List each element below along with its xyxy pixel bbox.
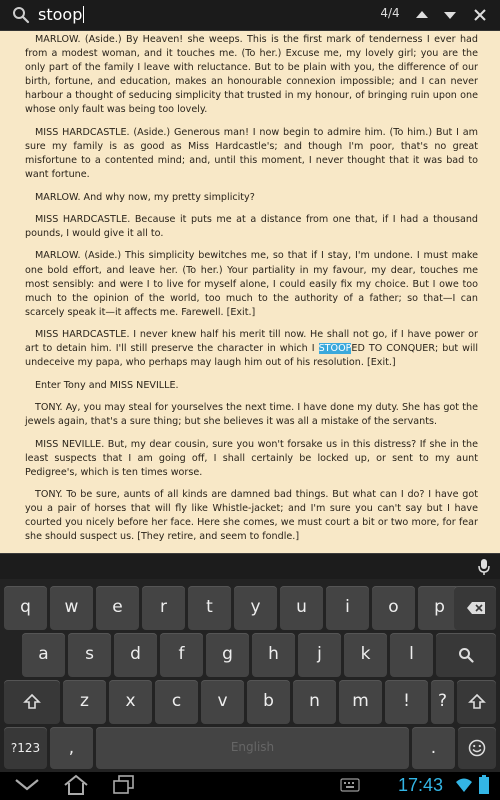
key-label: t — [206, 597, 213, 617]
search-query: stoop — [38, 5, 83, 24]
key-o[interactable] — [372, 586, 415, 630]
search-key[interactable] — [436, 633, 496, 677]
key-k[interactable] — [344, 633, 387, 677]
match-after: ED TO CONQUER; but will undeceive my papa, who perhaps may laugh him out of his resolution. [Exit.] — [25, 343, 478, 369]
key-i[interactable] — [326, 586, 369, 630]
paragraph: MARLOW. (Aside.) By Heaven! she weeps. This is the first mark of tenderness I ever had from a modest woman, and it touches me. (To her.) Excuse me, my lovely girl; you are the only part of the family I leave with reluctance. But to be plain with you, the difference of our birth, fortune, and education, makes an honourable connexion impossible; and I can never harbour a thought of seducing simplicity that trusted in my honour, of bringing ruin upon one whose only fault was being too lovely. — [25, 34, 478, 116]
key-label: i — [345, 597, 350, 617]
paragraph: TONY. To be sure, aunts of all kinds are damned bad things. But what can I do? I have got you a pair of horses that will fly like Whistle-jacket; and I'm sure you can't say but I have courted you nicely before her face. Here she comes, we must court a bit or two more, for fear she should suspect us. [They retire, and seem to fondle.] — [25, 489, 478, 543]
search-bar — [0, 0, 500, 31]
key-q[interactable] — [4, 586, 47, 630]
system-bar — [0, 772, 500, 800]
key-e[interactable] — [96, 586, 139, 630]
shift-icon — [23, 693, 41, 711]
key-z[interactable] — [63, 680, 106, 724]
space-key[interactable] — [96, 727, 409, 769]
match-before: MISS HARDCASTLE. I never knew half his merit till now. He shall not go, if I have power or art to detain him. I'll still preserve the character in which I — [25, 329, 478, 355]
clock: 17:43 — [398, 775, 444, 795]
suggestion-strip — [0, 553, 500, 579]
search-highlight: STOOP — [318, 343, 352, 355]
chevron-down-icon[interactable] — [440, 6, 460, 24]
key-label: . — [430, 738, 437, 758]
text-caret — [83, 6, 84, 23]
soft-keyboard — [0, 553, 500, 772]
key-label: y — [250, 597, 261, 617]
key-label: , — [68, 738, 75, 758]
paragraph: Enter Tony and MISS NEVILLE. — [35, 379, 179, 391]
recent-apps-icon[interactable] — [112, 774, 136, 796]
key-label: e — [112, 597, 123, 617]
key-g[interactable] — [206, 633, 249, 677]
paragraph: MISS HARDCASTLE. Because it puts me at a distance from one that, if I had a thousand pounds, I would give it all to. — [25, 213, 478, 240]
paragraph: MARLOW. And why now, my pretty simplicity? — [35, 191, 255, 203]
battery-icon — [478, 775, 490, 795]
backspace-key[interactable] — [454, 586, 496, 630]
key-v[interactable] — [201, 680, 244, 724]
back-icon[interactable] — [14, 776, 40, 794]
key-r[interactable] — [142, 586, 185, 630]
key-d[interactable] — [114, 633, 157, 677]
book-text — [0, 31, 500, 553]
paragraph-with-match — [25, 328, 478, 370]
key-m[interactable] — [339, 680, 382, 724]
key-j[interactable] — [298, 633, 341, 677]
key-label: p — [434, 597, 445, 617]
key-question[interactable] — [431, 680, 454, 724]
keyboard-icon — [340, 778, 360, 792]
key-t[interactable] — [188, 586, 231, 630]
key-l[interactable] — [390, 633, 433, 677]
match-count: 4/4 — [380, 6, 400, 20]
wifi-icon — [455, 777, 473, 793]
key-period[interactable] — [412, 727, 455, 769]
search-input[interactable] — [38, 3, 338, 27]
paragraph: MARLOW. (Aside.) This simplicity bewitches me, so that if I stay, I'm undone. I must make one bold effort, and leave her. (To her.) Your partiality in my favour, my dear, touches me most sensibly: and were I to live for myself alone, I could easily fix my choice. But I owe too much to the opinion of the world, too much to the authority of a father; so that—I can scarcely speak it—it affects me. Farewell. [Exit.] — [25, 250, 478, 318]
key-label: a — [38, 644, 49, 664]
key-u[interactable] — [280, 586, 323, 630]
key-label: m — [352, 691, 369, 711]
key-f[interactable] — [160, 633, 203, 677]
key-label: f — [178, 644, 185, 664]
paragraph: MISS HARDCASTLE. (Aside.) Generous man! I now begin to admire him. (To him.) But I am sure my family is as good as Miss Hardcastle's; and though I'm poor, that's no great misfortune to a contented mind; and, until this moment, I never thought that it was bad to want fortune. — [25, 126, 478, 181]
key-label: n — [309, 691, 320, 711]
key-label: j — [317, 644, 322, 664]
key-h[interactable] — [252, 633, 295, 677]
key-label: d — [130, 644, 141, 664]
key-y[interactable] — [234, 586, 277, 630]
key-w[interactable] — [50, 586, 93, 630]
key-n[interactable] — [293, 680, 336, 724]
key-label: h — [268, 644, 279, 664]
search-icon — [12, 6, 30, 24]
key-label: r — [160, 597, 167, 617]
key-comma[interactable] — [50, 727, 93, 769]
paragraph: MISS NEVILLE. But, my dear cousin, sure you won't forsake us in this distress? If she in the least suspects that I am going off, I shall certainly be locked up, or sent to my aunt Pedigree's, which is ten times worse. — [25, 438, 478, 478]
key-label: k — [360, 644, 371, 664]
key-c[interactable] — [155, 680, 198, 724]
symbols-key[interactable] — [4, 727, 47, 769]
search-icon — [458, 647, 474, 663]
close-search-icon[interactable] — [470, 6, 490, 24]
shift-icon — [468, 693, 486, 711]
key-b[interactable] — [247, 680, 290, 724]
space-label: English — [230, 740, 275, 754]
key-label: z — [80, 691, 89, 711]
emoji-key[interactable] — [458, 727, 496, 769]
shift-key[interactable] — [4, 680, 60, 724]
key-label: w — [64, 597, 79, 617]
key-s[interactable] — [68, 633, 111, 677]
microphone-icon[interactable] — [476, 558, 492, 576]
paragraph: TONY. Ay, you may steal for yourselves the next time. I have done my duty. She has got the jewels again, that's a sure thing; but she believes it was all a mistake of the servants. — [25, 402, 478, 428]
key-label: ?123 — [10, 741, 41, 755]
key-label: x — [125, 691, 136, 711]
key-label: ? — [437, 691, 448, 711]
key-label: g — [222, 644, 233, 664]
chevron-up-icon[interactable] — [412, 6, 432, 24]
key-a[interactable] — [22, 633, 65, 677]
key-label: b — [263, 691, 274, 711]
key-label: v — [217, 691, 228, 711]
key-exclamation[interactable] — [385, 680, 428, 724]
key-label: s — [85, 644, 94, 664]
key-label: q — [20, 597, 31, 617]
shift-key-right[interactable] — [457, 680, 496, 724]
home-icon[interactable] — [62, 773, 90, 797]
key-label: u — [296, 597, 307, 617]
key-label: o — [388, 597, 399, 617]
emoji-icon — [468, 739, 486, 757]
key-x[interactable] — [109, 680, 152, 724]
key-label: c — [171, 691, 182, 711]
reading-page[interactable] — [0, 31, 500, 553]
key-label: ! — [403, 691, 410, 711]
key-label: l — [409, 644, 414, 664]
backspace-icon — [466, 601, 486, 615]
